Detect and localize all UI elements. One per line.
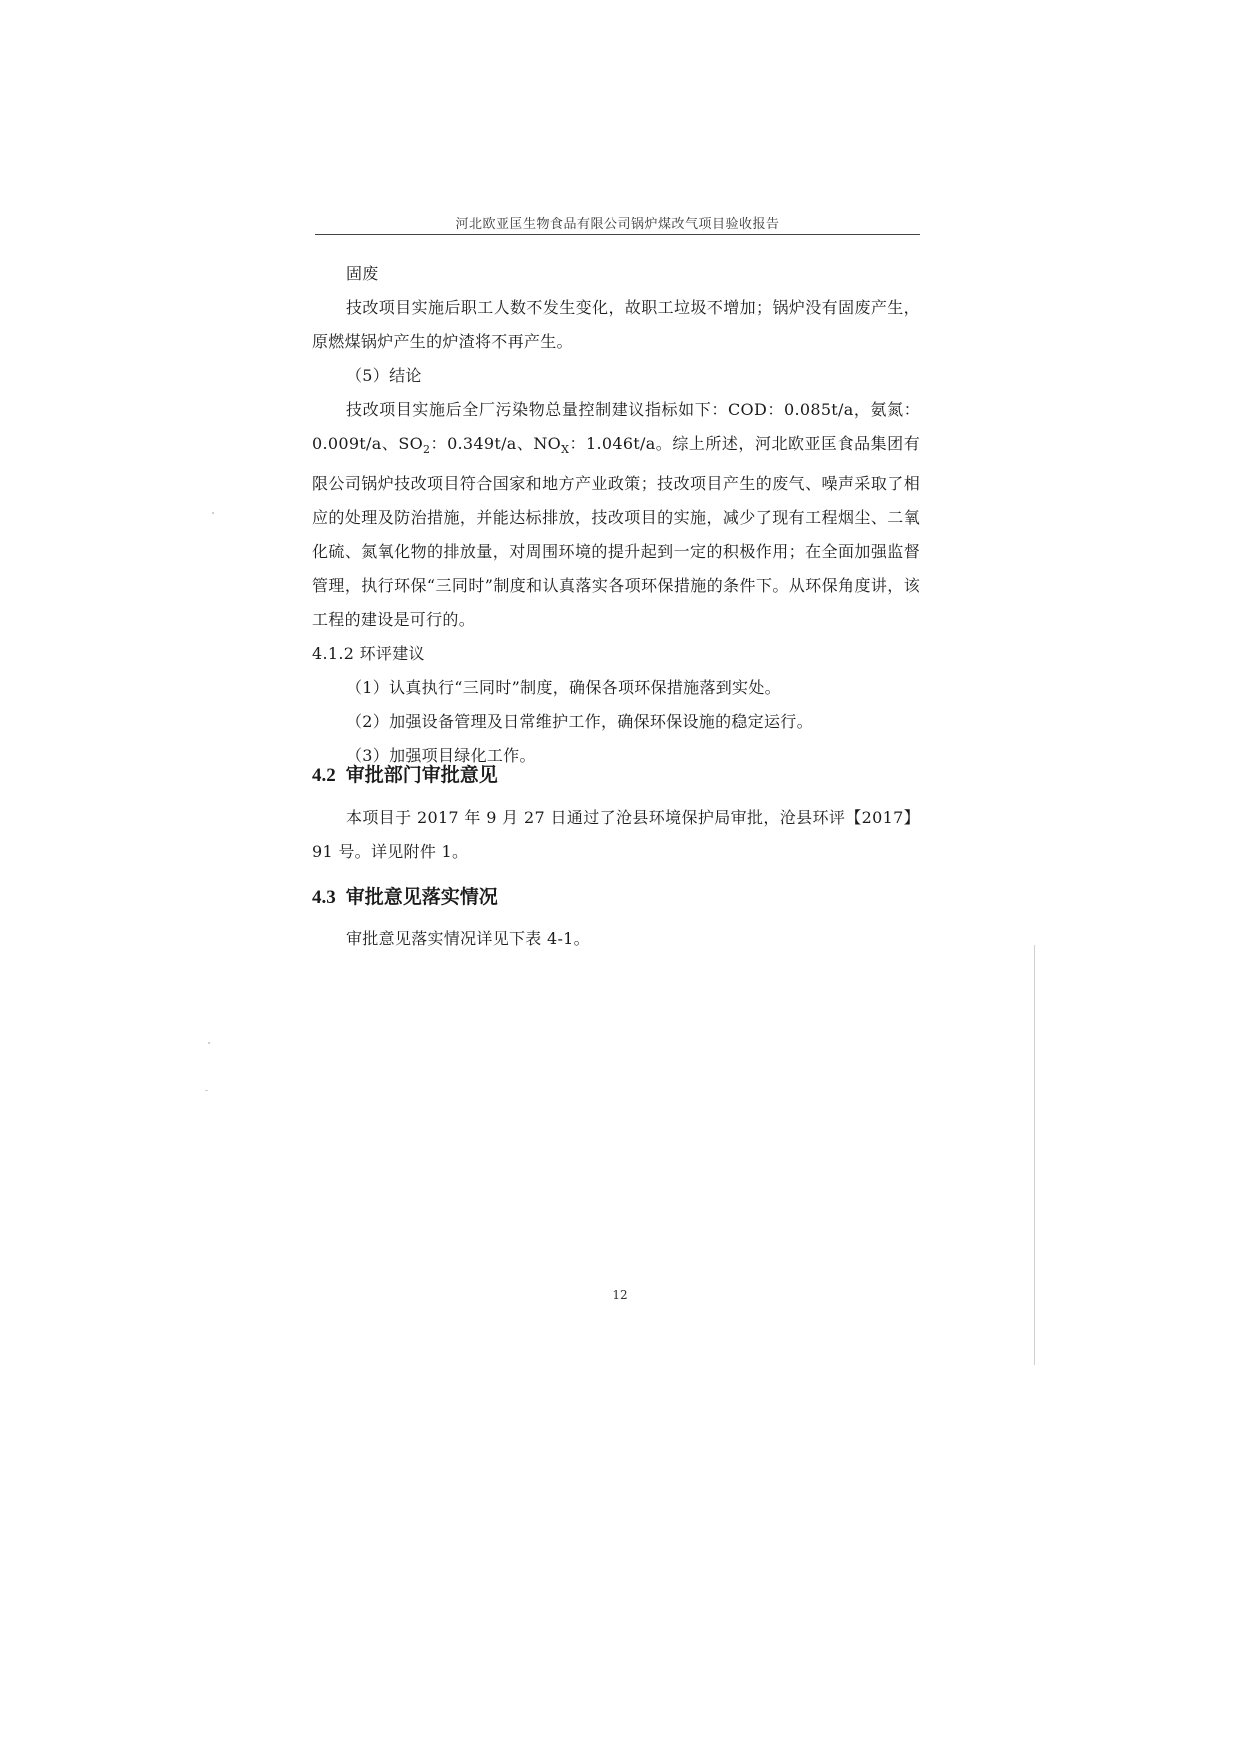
section-42-body xyxy=(312,801,920,869)
solid-waste-heading: 固废 xyxy=(346,264,379,283)
conclusion-text-b: ：0.349t/a、NO xyxy=(430,434,562,453)
section-42-paragraph: 本项目于 2017 年 9 月 27 日通过了沧县环境保护局审批，沧县环评【2017】91 号。详见附件 1。 xyxy=(312,808,920,861)
conclusion-text-c: ：1.046t/a。综上所述，河北欧亚匡食品集团有限公司锅炉技改项目符合国家和地方产业政策；技改项目产生的废气、噪声采取了相应的处理及防治措施，并能达标排放，技改项目的实施，减少了现有工程烟尘、二氧化硫、氮氧化物的排放量，对周围环境的提升起到一定的积极作用；在全面加强监督管理，执行环保“三同时”制度和认真落实各项环保措施的条件下。从环保角度讲，该工程的建设是可行的。 xyxy=(312,434,920,630)
conclusion-paragraph xyxy=(312,393,920,637)
scan-speck xyxy=(208,1042,210,1044)
nox-subscript: X xyxy=(561,443,570,457)
section-42-title: 审批部门审批意见 xyxy=(345,764,498,786)
scan-edge-line xyxy=(1034,945,1035,1365)
scan-speck xyxy=(212,512,214,514)
section-43-paragraph: 审批意见落实情况详见下表 4-1。 xyxy=(346,929,590,948)
section-43-number: 4.3 xyxy=(312,887,336,908)
section-42-heading xyxy=(312,760,498,787)
scan-speck xyxy=(205,1090,208,1091)
header-rule xyxy=(315,234,920,235)
section-43-body xyxy=(312,922,920,956)
section-43-title: 审批意见落实情况 xyxy=(345,886,498,908)
suggestion-item-2: （2）加强设备管理及日常维护工作，确保环保设施的稳定运行。 xyxy=(346,712,813,732)
section-solid-waste xyxy=(312,257,920,773)
running-header: 河北欧亚匡生物食品有限公司锅炉煤改气项目验收报告 xyxy=(455,217,780,232)
conclusion-text-a: 技改项目实施后全厂污染物总量控制建议指标如下：COD：0.085t/a，氨氮：0.009t/a、SO xyxy=(312,400,920,453)
solid-waste-paragraph: 技改项目实施后职工人数不发生变化，故职工垃圾不增加；锅炉没有固废产生，原燃煤锅炉产生的炉渣将不再产生。 xyxy=(312,298,920,351)
so2-subscript: 2 xyxy=(423,443,431,457)
suggestion-item-1: （1）认真执行“三同时”制度，确保各项环保措施落到实处。 xyxy=(346,678,781,698)
section-43-heading xyxy=(312,882,498,909)
conclusion-heading: （5）结论 xyxy=(346,366,422,385)
section-412-heading: 4.1.2 环评建议 xyxy=(312,644,425,664)
suggestion-item-3: （3）加强项目绿化工作。 xyxy=(346,746,536,766)
section-42-number: 4.2 xyxy=(312,765,336,786)
page-number: 12 xyxy=(612,1288,628,1302)
